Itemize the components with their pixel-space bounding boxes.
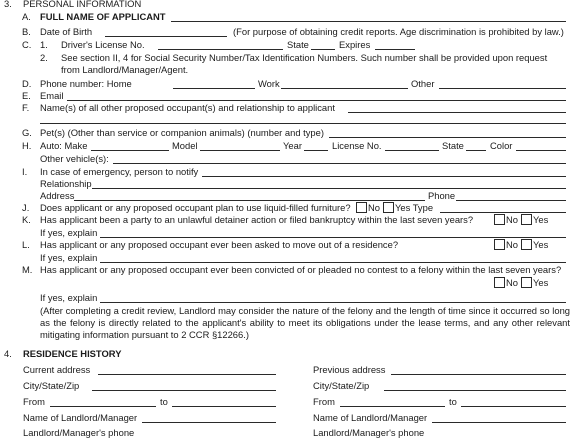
- unlawful-detainer-explain-label: If yes, explain: [40, 227, 98, 238]
- auto-state-label: State: [442, 140, 464, 151]
- other-vehicles-label: Other vehicle(s):: [40, 153, 109, 164]
- current-city-field[interactable]: [92, 390, 276, 391]
- home-phone-label: Phone number: Home: [40, 78, 132, 89]
- other-phone-label: Other: [411, 78, 435, 89]
- emergency-address-field[interactable]: [74, 200, 425, 201]
- item-a-letter: A.: [22, 11, 31, 22]
- unlawful-detainer-yes-label: Yes: [533, 214, 549, 225]
- current-address-field[interactable]: [98, 374, 276, 375]
- auto-license-field[interactable]: [385, 150, 439, 151]
- license-expires-label: Expires: [339, 39, 371, 50]
- asked-to-move-yes-checkbox[interactable]: [521, 239, 532, 250]
- date-of-birth-label: Date of Birth: [40, 26, 93, 37]
- other-vehicles-field[interactable]: [113, 163, 566, 164]
- current-to-field[interactable]: [172, 406, 276, 407]
- previous-from-field[interactable]: [340, 406, 445, 407]
- email-field[interactable]: [67, 100, 566, 101]
- previous-to-label: to: [449, 396, 457, 407]
- section-4-title: RESIDENCE HISTORY: [23, 348, 122, 359]
- home-phone-field[interactable]: [173, 88, 255, 89]
- item-c-letter: C.: [22, 39, 32, 50]
- auto-color-label: Color: [490, 140, 513, 151]
- liquid-furniture-yes-checkbox[interactable]: [383, 202, 394, 213]
- email-label: Email: [40, 90, 64, 101]
- item-e-letter: E.: [22, 90, 31, 101]
- liquid-furniture-no-checkbox[interactable]: [356, 202, 367, 213]
- item-j-letter: J.: [22, 202, 30, 213]
- auto-color-field[interactable]: [516, 150, 566, 151]
- previous-city-label: City/State/Zip: [313, 380, 370, 391]
- current-to-label: to: [160, 396, 168, 407]
- previous-landlord-phone-label: Landlord/Manager's phone: [313, 427, 425, 438]
- previous-landlord-field[interactable]: [432, 422, 566, 423]
- asked-to-move-no-checkbox[interactable]: [494, 239, 505, 250]
- item-i-letter: I.: [22, 166, 28, 177]
- auto-license-label: License No.: [332, 140, 382, 151]
- previous-address-field[interactable]: [391, 374, 566, 375]
- item-f-letter: F.: [22, 102, 30, 113]
- item-h-letter: H.: [22, 140, 32, 151]
- asked-to-move-yes-label: Yes: [533, 239, 549, 250]
- emergency-relationship-label: Relationship: [40, 178, 92, 189]
- felony-review-note: (After completing a credit review, Landlord may consider the nature of the felony and the length of time since it occurred so long as the felony is directly related to the applicant's ability to meet its obligations under the lease terms, and any other relevant mitigating information pursuant to 2 CCR §12266.): [40, 305, 570, 340]
- liquid-furniture-yes-label: Yes Type: [395, 202, 434, 213]
- section-4-number: 4.: [4, 348, 12, 359]
- auto-state-field[interactable]: [466, 150, 486, 151]
- emergency-phone-label: Phone: [428, 190, 456, 201]
- license-expires-field[interactable]: [375, 49, 415, 50]
- previous-from-label: From: [313, 396, 335, 407]
- emergency-contact-label: In case of emergency, person to notify: [40, 166, 199, 177]
- previous-city-field[interactable]: [384, 390, 566, 391]
- previous-to-field[interactable]: [461, 406, 566, 407]
- section-3-title: PERSONAL INFORMATION: [23, 0, 142, 9]
- auto-make-field[interactable]: [91, 150, 169, 151]
- felony-yes-label: Yes: [533, 277, 549, 288]
- auto-year-field[interactable]: [304, 150, 328, 151]
- unlawful-detainer-question: Has applicant been a party to an unlawful detainer action or filed bankruptcy within the last seven years?: [40, 214, 474, 225]
- emergency-phone-field[interactable]: [456, 200, 566, 201]
- liquid-furniture-no-label: No: [368, 202, 380, 213]
- other-phone-field[interactable]: [439, 88, 566, 89]
- felony-no-label: No: [506, 277, 518, 288]
- item-b-letter: B.: [22, 26, 31, 37]
- felony-yes-checkbox[interactable]: [521, 277, 532, 288]
- item-g-letter: G.: [22, 127, 32, 138]
- other-occupants-field-2[interactable]: [40, 123, 566, 124]
- auto-model-field[interactable]: [200, 150, 280, 151]
- previous-address-label: Previous address: [313, 364, 386, 375]
- liquid-furniture-question: Does applicant or any proposed occupant plan to use liquid-filled furniture?: [40, 202, 351, 213]
- item-m-letter: M.: [22, 264, 33, 275]
- unlawful-detainer-no-label: No: [506, 214, 518, 225]
- full-name-field[interactable]: [171, 21, 566, 22]
- item-c2-number: 2.: [40, 52, 48, 63]
- full-name-label: FULL NAME OF APPLICANT: [40, 11, 166, 22]
- date-of-birth-field[interactable]: [105, 36, 227, 37]
- current-city-label: City/State/Zip: [23, 380, 80, 391]
- previous-landlord-label: Name of Landlord/Manager: [313, 412, 428, 423]
- asked-to-move-explain-label: If yes, explain: [40, 252, 98, 263]
- work-phone-field[interactable]: [281, 88, 408, 89]
- drivers-license-field[interactable]: [158, 49, 283, 50]
- current-landlord-label: Name of Landlord/Manager: [23, 412, 138, 423]
- current-address-label: Current address: [23, 364, 91, 375]
- felony-no-checkbox[interactable]: [494, 277, 505, 288]
- emergency-contact-field[interactable]: [202, 176, 566, 177]
- asked-to-move-explain-field[interactable]: [100, 262, 566, 263]
- license-state-label: State: [287, 39, 309, 50]
- asked-to-move-question: Has applicant or any proposed occupant ever been asked to move out of a residence?: [40, 239, 399, 250]
- unlawful-detainer-no-checkbox[interactable]: [494, 214, 505, 225]
- section-3-number: 3.: [4, 0, 12, 9]
- current-landlord-phone-label: Landlord/Manager's phone: [23, 427, 135, 438]
- asked-to-move-no-label: No: [506, 239, 518, 250]
- item-l-letter: L.: [22, 239, 30, 250]
- work-phone-label: Work: [258, 78, 280, 89]
- current-from-label: From: [23, 396, 45, 407]
- liquid-furniture-type-field[interactable]: [440, 212, 566, 213]
- drivers-license-label: Driver's License No.: [61, 39, 145, 50]
- pets-field[interactable]: [329, 137, 566, 138]
- item-c1-number: 1.: [40, 39, 48, 50]
- auto-model-label: Model: [172, 140, 198, 151]
- auto-make-label: Auto: Make: [40, 140, 88, 151]
- current-landlord-field[interactable]: [142, 422, 276, 423]
- license-state-field[interactable]: [311, 49, 335, 50]
- emergency-relationship-field[interactable]: [92, 188, 566, 189]
- current-from-field[interactable]: [50, 406, 156, 407]
- pets-label: Pet(s) (Other than service or companion animals) (number and type): [40, 127, 324, 138]
- item-d-letter: D.: [22, 78, 32, 89]
- item-k-letter: K.: [22, 214, 31, 225]
- auto-year-label: Year: [283, 140, 302, 151]
- felony-explain-label: If yes, explain: [40, 292, 98, 303]
- date-of-birth-note: (For purpose of obtaining credit reports. Age discrimination is prohibited by law.): [233, 26, 564, 37]
- ssn-note: See section II, 4 for Social Security Number/Tax Identification Numbers. Such number shall be provided upon request from Landlord/Manager/Agent.: [61, 52, 548, 75]
- other-occupants-field[interactable]: [348, 112, 566, 113]
- unlawful-detainer-yes-checkbox[interactable]: [521, 214, 532, 225]
- other-occupants-label: Name(s) of all other proposed occupant(s) and relationship to applicant: [40, 102, 335, 113]
- emergency-address-label: Address: [40, 190, 75, 201]
- felony-question: Has applicant or any proposed occupant ever been convicted of or pleaded no contest to a felony within the last seven years?: [40, 264, 562, 275]
- unlawful-detainer-explain-field[interactable]: [100, 237, 566, 238]
- felony-explain-field[interactable]: [100, 302, 566, 303]
